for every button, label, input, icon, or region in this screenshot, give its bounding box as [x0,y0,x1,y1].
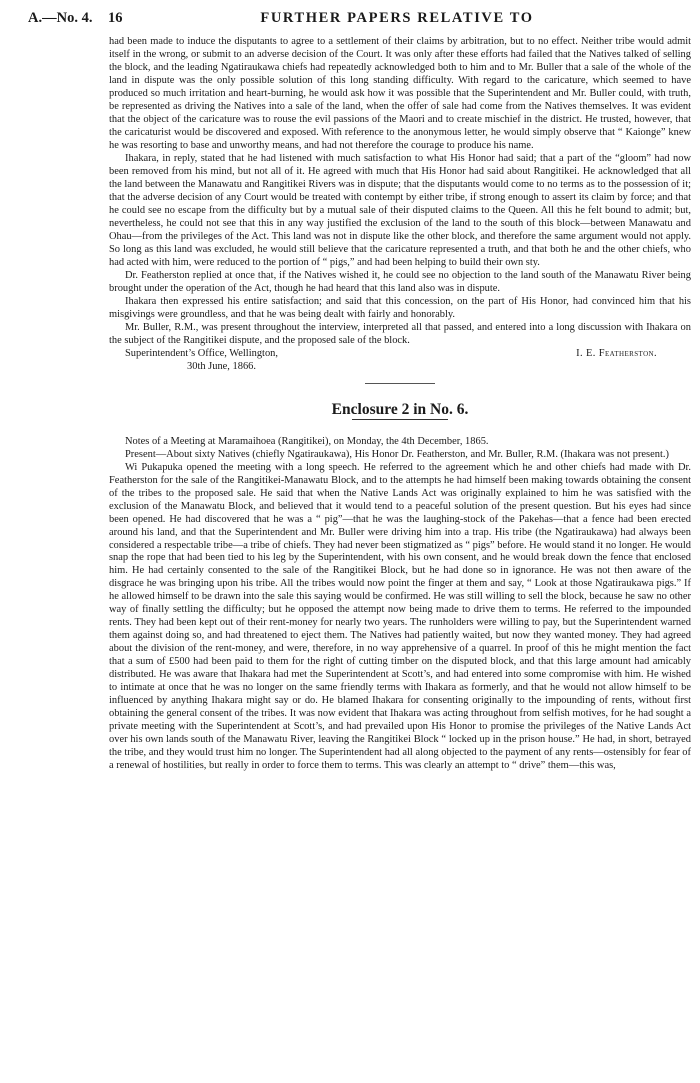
running-title: FURTHER PAPERS RELATIVE TO [260,10,534,26]
signature-office: Superintendent’s Office, Wellington, [125,347,278,359]
paragraph-ihakara-reply: Ihakara, in reply, stated that he had listened with much satisfaction to what His Honor had said; that a part of the “gloom” had now been removed from his mind, but not all of it. He agreed with much that His Honor had said about Rangitikei. He acknowledged that all the land between the Manawatu and Rangitikei Rivers was in dispute; that the disputants would come to no terms as to the possession of it; that the adverse decision of any Court would be treated with contempt by either tribe, if strong enough to assert its claim by force; and that he could see no escape from the difficulty but by a mutual sale of their disputed claims to the Queen. All this he felt bound to admit; but, nevertheless, he could not see that this in any way justified the exclusion of the land to the south of this block—between Manawatu and Ohau—from the privileges of the Act. This land was not in dispute like the other block, and therefore the same argument would not apply. So long as this land was excluded, he would still believe that the caricature represented a truth, and that both he and the other chiefs, who had acted with him, were reduced to the portion of “ pigs,” and had been helping to build their own sty. [109,152,691,268]
paragraph-featherston-reply: Dr. Featherston replied at once that, if the Natives wished it, he could see no objection to the land south of the Manawatu River being brought under the operation of the Act, though he had heard that this land also was in dispute. [109,269,691,294]
present-line: Present—About sixty Natives (chiefly Ngatiraukawa), His Honor Dr. Featherston, and Mr. Buller, R.M. (Ihakara was not present.) [125,448,669,460]
heading-underline [352,419,448,420]
page-number: 16 [108,10,123,26]
section-divider [365,383,435,384]
signature-date: 30th June, 1866. [187,360,257,372]
signature-line [109,348,691,361]
body-text [109,36,691,773]
meeting-notes-line: Notes of a Meeting at Maramaihoea (Rangitikei), on Monday, the 4th December, 1865. [125,435,489,447]
paper-reference: A.—No. 4. [28,10,93,26]
signature-name: I. E. Featherston. [576,347,657,359]
enclosure-heading: Enclosure 2 in No. 6. [331,400,469,418]
paragraph-wi-pukapuka-speech: Wi Pukapuka opened the meeting with a long speech. He referred to the agreement which he and other chiefs had made with Dr. Featherston for the sale of the Rangitikei-Manawatu Block, and to the attempts he had himself been making towards obtaining the consent of the tribes to the proposed sale. He said that when the Native Lands Act was originally explained to him he was satisfied with the exclusion of the Manawatu Block, and believed that it would tend to a peaceful solution of the present question. But his eyes had since been opened. He had discovered that he was a “ pig”—that he was the laughing-stock of the Pakehas—that a fence had been erected around his land, and that the Superintendent and Mr. Buller were driving him into a trap. His tribe (the Ngatiraukawa) had always been considered a respectable tribe—a tribe of chiefs. They had never been stigmatized as “ pigs” before. He would stand it no longer. He would snap the rope that had been tied to his leg by the Superintendent, with his own consent, and he would break down the fence that enclosed him. He had certainly consented to the sale of the Rangitikei Block, but he had done so in ignorance. He was not then aware of the disgrace he was bringing upon his tribe. All the tribes would now point the finger at them and say, “ Look at those Ngatiraukawa pigs.” If he allowed himself to be drawn into the sale this saying would be confirmed. He was still willing to sell the block, because he saw no other way of finally settling the difficulty; but he opposed the attempt now being made to drive them to terms. He referred to the impounded rents. They had been kept out of their rent-money for nearly two years. The runholders were willing to pay, but the Superintendent warned them against doing so, and had threatened to eject them. The Natives had patiently waited, but now they wanted money. They had agreed about the division of the rent-money, and were, therefore, in no way apprehensive of a quarrel. In proof of this he might mention the fact that a sum of £500 had been paid to them for the right of cutting timber on the disputed block, and that this large amount had amicably distributed. He was aware that Ihakara had met the Superintendent at Scott’s, and had entered into some compromise with him. He wished to intimate at once that he was no longer on the same friendly terms with Ihakara as formerly, and that he would not allow himself to be influenced by anything Ihakara might say or do. He blamed Ihakara for consenting originally to the impounding of rents, without first obtaining the general consent of the tribes. It was now evident that Ihakara was acting throughout from selfish motives, for he had sought a private meeting with the Superintendent at Scott’s, and had prevailed upon His Honor to promise the privileges of the Native Lands Act over his own lands south of the Manawatu River, leaving the Rangitikei Block “ locked up in the prison house.” He had, in short, betrayed the tribe, and they would trust him no longer. The Superintendent had all along objected to the payment of any rents—ostensibly for fear of a renewal of hostilities, but really in order to force them to terms. This was clearly an attempt to “ drive” them—this was, [109,461,691,772]
paragraph-continuation: had been made to induce the disputants to agree to a settlement of their claims by arbitration, but to no effect. Neither tribe would admit itself in the wrong, or submit to an adverse decision of the Court. It was only after these efforts had failed that the Natives talked of selling the block, and the leading Ngatiraukawa chiefs had repeatedly acknowledged both to him and to Mr. Buller that a sale of the whole of the land in dispute was the only possible solution of this long standing difficulty. With regard to the caricature, which seemed to have produced so much irritation and heart-burning, he would ask how it was possible that the Superintendent and Mr. Buller could, with truth, be represented as driving the Natives into a sale of the land, when the offer of sale had come from the Natives themselves. It was evident that the object of the caricature was to rouse the evil passions of the Maori and to create mischief in the district. He trusted, however, that the caricaturist would be discovered and exposed. With reference to the anonymous letter, he would simply observe that “ Kaionge” knew he was resorting to base and unworthy means, and had not therefore the courage to produce his name. [109,36,691,151]
paragraph-buller-present: Mr. Buller, R.M., was present throughout the interview, interpreted all that passed, and entered into a long discussion with Ihakara on the subject of the Rangitikei dispute, and the proposed sale of the block. [109,321,691,346]
page-header [28,10,692,32]
paragraph-ihakara-satisfaction: Ihakara then expressed his entire satisfaction; and said that this concession, on the part of His Honor, had convinced him that his misgivings were groundless, and that he was being dealt with fairly and honorably. [109,295,691,320]
